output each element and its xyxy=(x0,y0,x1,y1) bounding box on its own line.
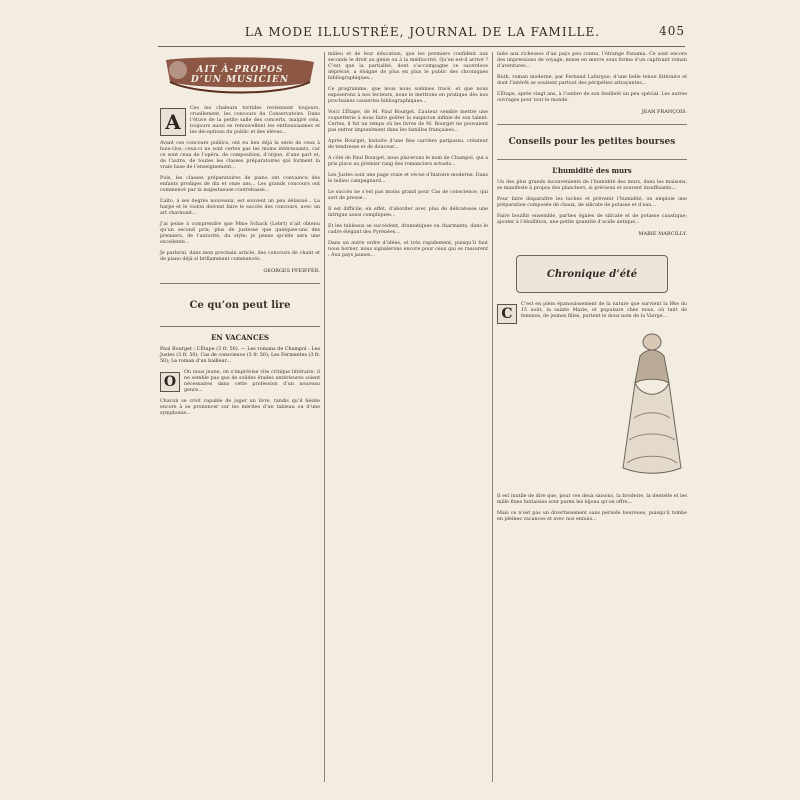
middle-paragraph-1: milieu et de leur éducation, que les premiers confident aux seconds le droit au génie ou à la médiocrité. Qu’en est-il arrivé ? C’est que la partialité, dont s’accompagne ce sacerdoce déprécié, a éloigné de plus en plus le public des chroniques bibliographiques... xyxy=(328,52,488,81)
article-signature: GEORGES PFEIFFER. xyxy=(263,268,320,274)
dropcap-a: A xyxy=(160,108,186,136)
intro-paragraph-6: Je parlerai, dans mon prochain article, des concours de chant et de piano déjà si brillamment commencés. xyxy=(160,251,320,262)
intro-paragraph-3: Puis, les classes préparatoires de piano ont convaincu des enfants prodiges de dix et onze ans... Les grands concours ont commencé par la majestueuse contrebasse... xyxy=(160,176,320,193)
advice-paragraph-2: Pour faire disparaître les taches et prévenir l’humidité, on emploie une préparation composée de chaux, de silicate de potasse et d’eau... xyxy=(497,197,687,208)
article-banner xyxy=(160,52,320,100)
closing-paragraph-1: On nous jeune, on s’imprévise vite critique littéraire; il ne semble pas que de solides études antérieures soient nécessaires dans cette profession d’un nouveau genre... xyxy=(184,370,320,393)
intro-paragraph-4: L’alto, à ses degrés nouveaux, est souvent un peu délaissé... La harpe et le violon doivent faire le succès des concours, avec un art charmant... xyxy=(160,199,320,216)
advice-subtitle: L’humidité des murs xyxy=(552,166,632,175)
middle-paragraph-6: Les Justes sont une page vraie et vécue d’histoire moderne. Dans le milieu campagnard... xyxy=(328,173,488,184)
page-header xyxy=(160,20,685,44)
middle-paragraph-4: Après Bourget, histoire d’une fine carrière paripassu, créateur de tendresse et de douceur... xyxy=(328,139,488,150)
reading-section-title: Ce qu’on peut lire xyxy=(189,299,291,311)
right-signature-1: JEAN FRANÇOIS. xyxy=(641,109,687,115)
reading-list: Paul Bourget : L’Étape (3 fr. 50). — Les romans de Champol : Les Justes (3 fr. 50); Cas de conscience (3 fr. 50); Les Fermentes (3 fr. 50); Le roman d’un bailleur... xyxy=(160,347,320,364)
page-title: LA MODE ILLUSTRÉE, JOURNAL DE LA FAMILLE. xyxy=(244,25,601,39)
banner-title: AIT À-PROPOS D’UN MUSICIEN xyxy=(190,65,290,85)
column-divider-2 xyxy=(492,52,493,782)
advice-paragraph-3: Faire bouillir ensemble, parties égales de silicate et de potasse caustique; ajouter à l’ébullition, une petite quantité d’acide antique... xyxy=(497,214,687,225)
intro-paragraph-2: Avant ces concours publics, ont eu lieu déjà la série de ceux à huis-clos; ceux-ci ne sont certes pas les moins intéressants, car ce sont ceux de l’opéra, de composition, d’orgue, d’une part et, de l’autre, de toutes les classes préparatoires qui forment la vraie base de l’enseignement... xyxy=(160,141,320,170)
dropcap-c: C xyxy=(497,304,517,324)
header-rule xyxy=(158,46,685,47)
section-title-reading xyxy=(160,283,320,327)
right-signature-2: MARIE MARCILLY. xyxy=(638,231,687,237)
chronique-banner xyxy=(497,246,687,302)
fashion-illustration xyxy=(497,328,687,488)
advice-paragraph-1: Un des plus grands inconvénients de l’humidité des murs, dans les maisons, se manifeste à propos des planchers, si précieux et souvent insuffisants... xyxy=(497,180,687,191)
middle-paragraph-7: Le succès ne s’est pas moins grand pour Cas de conscience, qui sort de presse... xyxy=(328,190,488,201)
intro-paragraph-1: Ces les chaleurs torrides reviennent toujours, cruellement, les concours du Conservatoire. Dans l’étuve de la petite salle des concerts, malgré cela, toujours aussi se renouvellent les enthousiasmes et les déceptions du public et des élèves... xyxy=(190,106,320,135)
middle-paragraph-3: Voici L’Étape, de M. Paul Bourget. L’auteur semble mettre une coquetterie à nous faire goûter la suspicion infinie de son talent. Certes, il fut un temps où les livres de M. Bourget ne pouvaient pas entrer impunément dans les familles françaises... xyxy=(328,110,488,133)
page-number: 405 xyxy=(659,24,685,38)
advice-section-title xyxy=(497,124,687,160)
chronique-paragraph-2: Il est inutile de dire que, pour ces deux saisons, la broderie, la dentelle et les mille fines fantaisies sont parmi les bijoux qu’on offre... xyxy=(497,494,687,505)
closing-paragraph-2: Chacun se croit capable de juger un livre, tandis qu’il hésite encore à se prononcer sur les mérites d’un tableau ou d’une symphonie... xyxy=(160,399,320,416)
chronique-paragraph-3: Mais ce n’est pas un divertissement sans période heureuse, puisqu’il tombe en pleines vacances et avec nos ennuis... xyxy=(497,511,687,522)
intro-paragraph-5: J’ai peine à comprendre que Mme Schack (Lebrt) n’ait obtenu qu’un second prix; plus de justesse que quelques-uns des premiers, de l’autorité, du style; je pense qu’elle sera une excellente... xyxy=(160,222,320,245)
right-column xyxy=(497,52,687,528)
right-top-paragraph-2: Ruth, roman moderne, par Fernand Lafargue, d’une belle tenue littéraire et dont l’intérêt se soutient partout des péripéties attrayantes... xyxy=(497,75,687,86)
right-top-paragraph-3: L’Étape, après vingt ans, à l’ombre de son feuilleté un peu spécial. Les autres ouvrages pour tout le monde. xyxy=(497,92,687,103)
middle-column xyxy=(328,52,488,264)
chronique-title-box xyxy=(516,255,668,293)
middle-paragraph-5: A côté de Paul Bourget, nous placerons le nom de Champol, qui a pris place au premier rang des romanciers actuels... xyxy=(328,156,488,167)
right-top-paragraph-1: faite aux richesses d’un pays peu connu, l’étrange Panama. Ce sont encore des impressions de voyage, mises en œuvre sous forme d’un captivant roman d’aventures... xyxy=(497,52,687,69)
chronique-title: Chronique d’été xyxy=(546,268,638,280)
chronique-paragraph-1: C’est en plein épanouissement de la nature que survient la fête du 15 août, la sainte Marie, et populaire chez nous, où tant de femmes, de jeunes filles, portent le doux nom de la Vierge... xyxy=(521,302,687,319)
middle-paragraph-2: Ce programme, que nous nous sommes tracé, et que nous exposerons à nos lecteurs, nous le mettrons en pratique dès nos prochaines causeries bibliographiques... xyxy=(328,87,488,104)
dress-figure-icon xyxy=(617,328,687,478)
left-column xyxy=(160,52,320,422)
advice-title-text: Conseils pour les petites bourses xyxy=(508,137,676,147)
middle-paragraph-10: Dans un autre ordre d’idées, et très rapidement, puisqu’il faut nous borner, nous signalerons encore pour ceux qui se rassurent : Aux pays jaunes... xyxy=(328,241,488,258)
vacation-subtitle: EN VACANCES xyxy=(211,333,269,342)
middle-paragraph-8: Il est difficile, en effet, d’aborder avec plus de délicatesse une intrigue aussi compliquée... xyxy=(328,207,488,218)
dropcap-o: O xyxy=(160,372,180,392)
middle-paragraph-9: Et les tableaux se succèdent, dramatiques ou charmants, dans le cadre élégant des Pyrénées... xyxy=(328,224,488,235)
column-divider-1 xyxy=(324,52,325,782)
